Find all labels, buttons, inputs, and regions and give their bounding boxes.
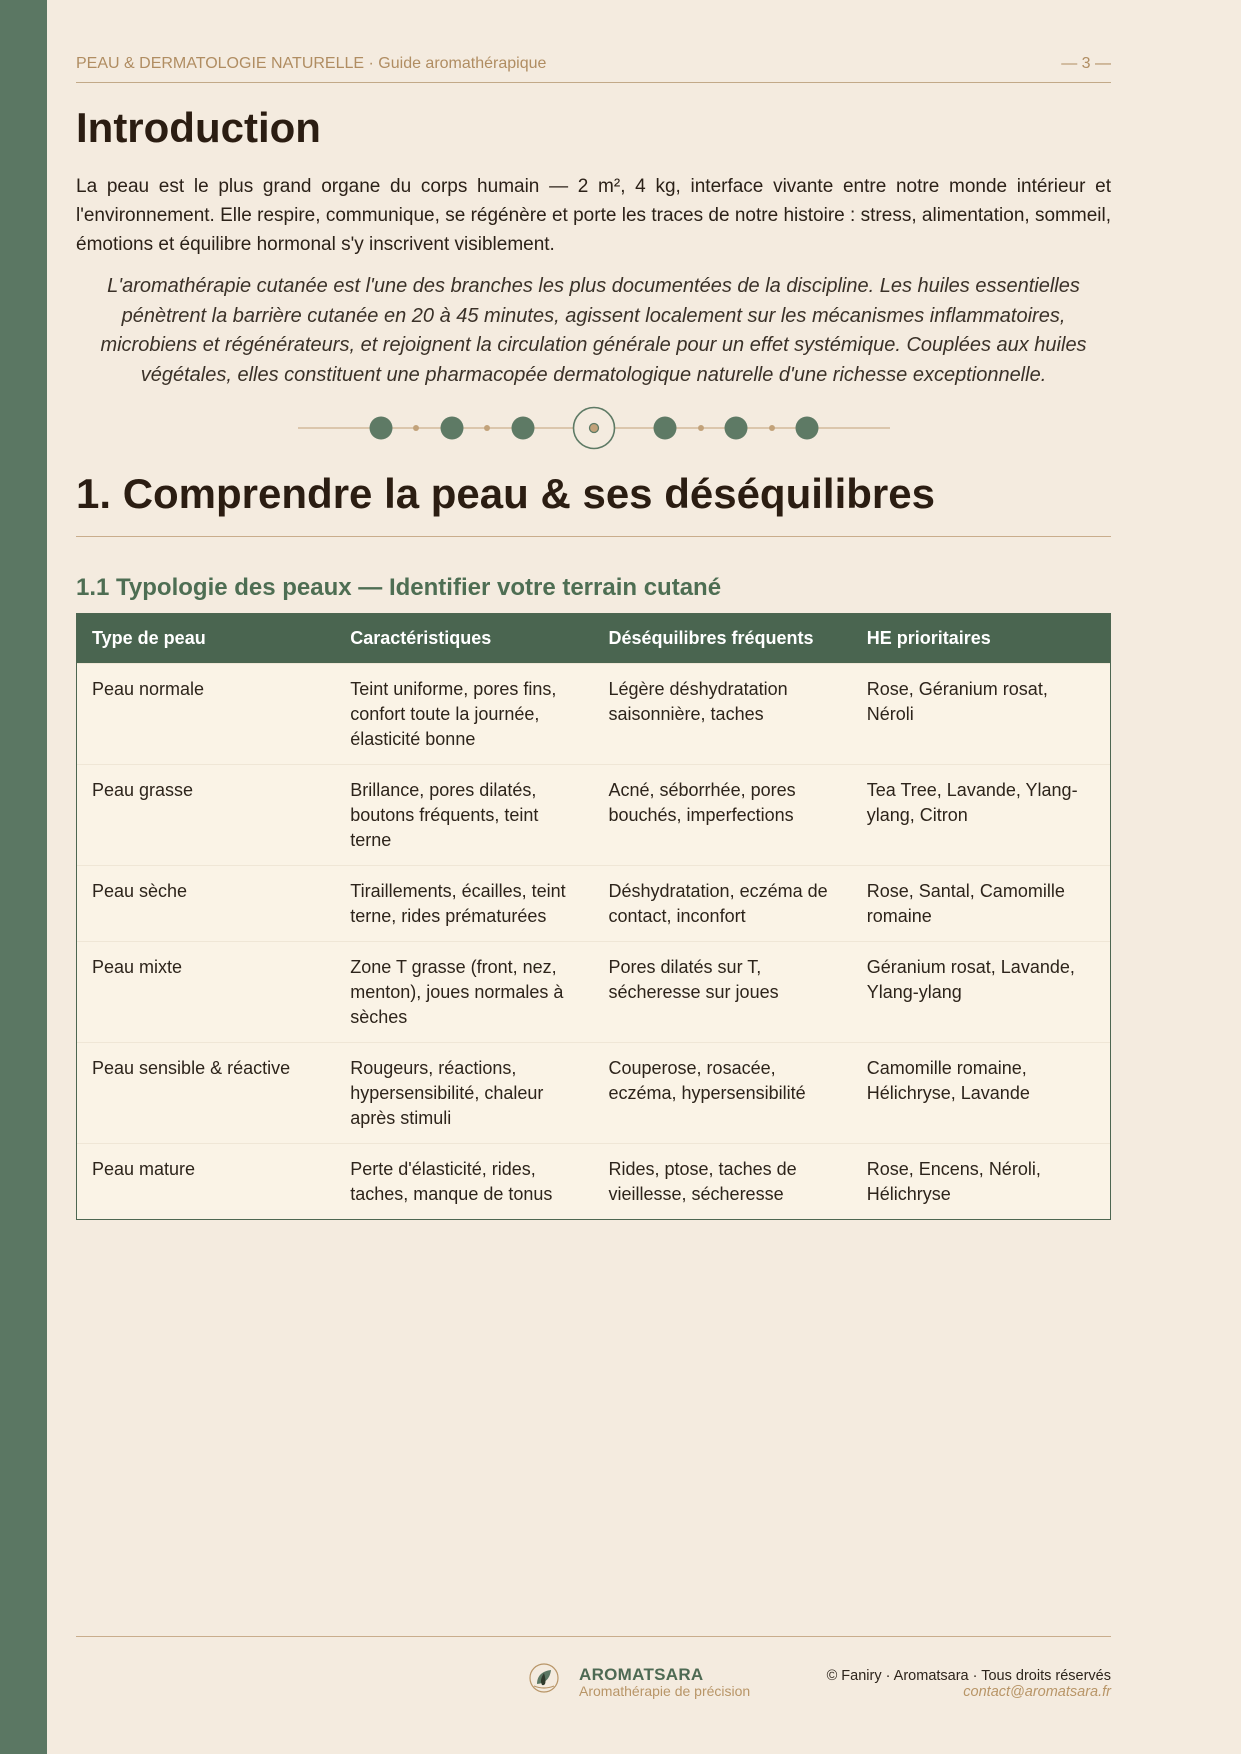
- column-header-characteristics: Caractéristiques: [335, 614, 593, 664]
- table-cell: Zone T grasse (front, nez, menton), joues normales à sèches: [335, 942, 593, 1043]
- table-cell: Teint uniforme, pores fins, confort toute la journée, élasticité bonne: [335, 664, 593, 765]
- brand-tagline: Aromathérapie de précision: [579, 1683, 751, 1699]
- table-cell: Peau sensible & réactive: [77, 1043, 335, 1144]
- table-header-row: [77, 614, 1110, 664]
- table-cell: Pores dilatés sur T, sécheresse sur joues: [594, 942, 852, 1043]
- table-cell: Perte d'élasticité, rides, taches, manque de tonus: [335, 1144, 593, 1220]
- subsection-heading: 1.1 Typologie des peaux — Identifier votre terrain cutané: [76, 574, 722, 601]
- table-row: [77, 942, 1110, 1043]
- column-header-essential-oils: HE prioritaires: [852, 614, 1110, 664]
- table-row: [77, 866, 1110, 942]
- skin-type-table: [76, 613, 1111, 1220]
- intro-paragraph: La peau est le plus grand organe du corps humain — 2 m², 4 kg, interface vivante entre notre monde intérieur et l'environnement. Elle respire, communique, se régénère et porte les traces de notre histoire : stress, alimentation, sommeil, émotions et équilibre hormonal s'y inscrivent visiblement.: [76, 176, 1111, 255]
- table-cell: Légère déshydratation saisonnière, taches: [594, 664, 852, 765]
- header-title: PEAU & DERMATOLOGIE NATURELLE · Guide aromathérapique: [76, 55, 547, 72]
- section-divider: [76, 536, 1111, 537]
- table-cell: Rougeurs, réactions, hypersensibilité, chaleur après stimuli: [335, 1043, 593, 1144]
- table-row: [77, 1043, 1110, 1144]
- table-cell: Peau mixte: [77, 942, 335, 1043]
- table-cell: Peau normale: [77, 664, 335, 765]
- sidebar-stripe: [0, 0, 47, 1754]
- page-number: — 3 —: [1061, 55, 1111, 72]
- table-cell: Rose, Santal, Camomille romaine: [852, 866, 1110, 942]
- dot-ornament-divider: [298, 405, 890, 451]
- leaf-drop-logo-icon: [528, 1662, 560, 1694]
- table-cell: Couperose, rosacée, eczéma, hypersensibilité: [594, 1043, 852, 1144]
- table-row: [77, 664, 1110, 765]
- table-cell: Tiraillements, écailles, teint terne, rides prématurées: [335, 866, 593, 942]
- table-cell: Géranium rosat, Lavande, Ylang-ylang: [852, 942, 1110, 1043]
- footer-divider: [76, 1636, 1111, 1637]
- table-row: [77, 765, 1110, 866]
- copyright-text: © Faniry · Aromatsara · Tous droits réservés: [826, 1668, 1111, 1684]
- table-cell: Peau grasse: [77, 765, 335, 866]
- intro-heading: Introduction: [76, 104, 321, 151]
- table-row: [77, 1144, 1110, 1220]
- table-cell: Déshydratation, eczéma de contact, inconfort: [594, 866, 852, 942]
- table-cell: Peau sèche: [77, 866, 335, 942]
- brand-name: AROMATSARA: [579, 1665, 704, 1684]
- table-cell: Tea Tree, Lavande, Ylang-ylang, Citron: [852, 765, 1110, 866]
- table-cell: Rose, Géranium rosat, Néroli: [852, 664, 1110, 765]
- table-cell: Rides, ptose, taches de vieillesse, sécheresse: [594, 1144, 852, 1220]
- column-header-skin-type: Type de peau: [77, 614, 335, 664]
- table-cell: Acné, séborrhée, pores bouchés, imperfections: [594, 765, 852, 866]
- section-heading: 1. Comprendre la peau & ses déséquilibres: [76, 470, 935, 517]
- table-cell: Brillance, pores dilatés, boutons fréquents, teint terne: [335, 765, 593, 866]
- contact-email[interactable]: contact@aromatsara.fr: [963, 1684, 1111, 1700]
- column-header-imbalances: Déséquilibres fréquents: [594, 614, 852, 664]
- table-cell: Peau mature: [77, 1144, 335, 1220]
- running-header: [76, 54, 1111, 83]
- table-cell: Rose, Encens, Néroli, Hélichryse: [852, 1144, 1110, 1220]
- table-cell: Camomille romaine, Hélichryse, Lavande: [852, 1043, 1110, 1144]
- intro-quote: L'aromathérapie cutanée est l'une des branches les plus documentées de la discipline. Les huiles essentielles pénètrent la barrière cutanée en 20 à 45 minutes, agissent localement sur les mécanismes inflammatoires, microbiens et régénérateurs, et rejoignent la circulation générale pour un effet systémique. Couplées aux huiles végétales, elles constituent une pharmacopée dermatologique naturelle d'une richesse exceptionnelle.: [100, 275, 1087, 386]
